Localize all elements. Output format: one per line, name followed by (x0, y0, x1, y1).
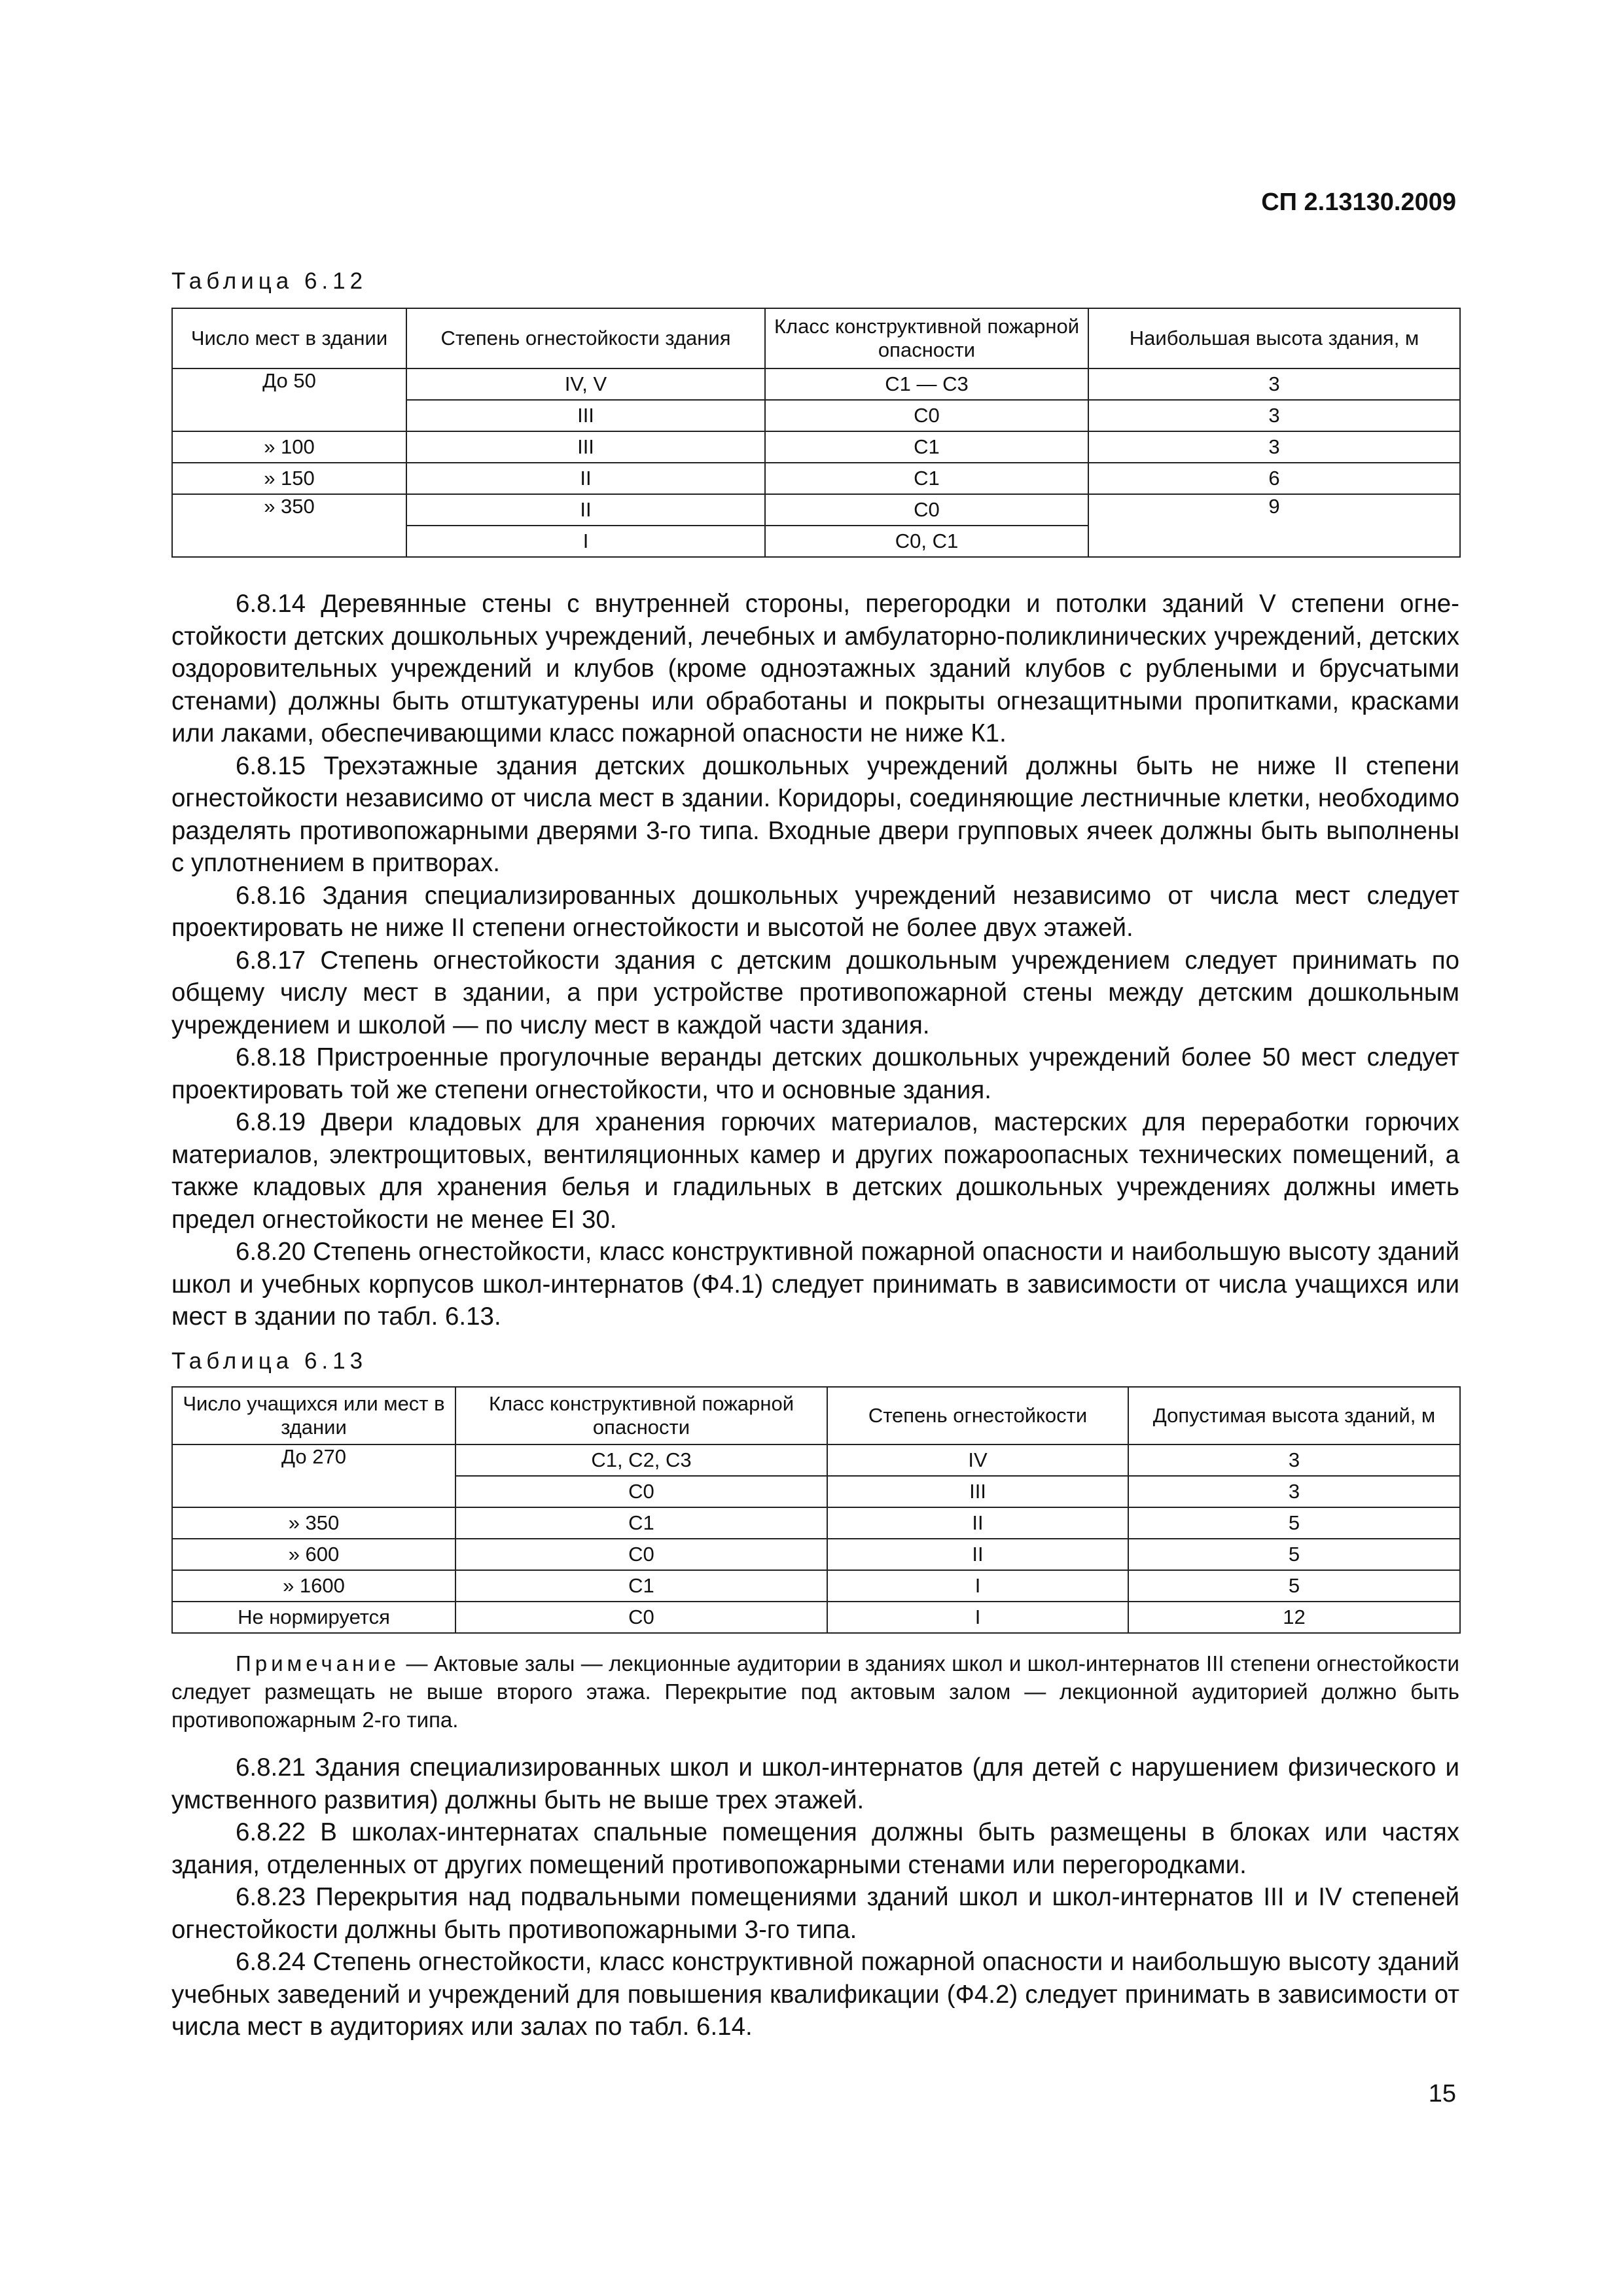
column-header: Класс конструктивной пожарной опасности (765, 308, 1088, 368)
table-cell: До 270 (172, 1444, 455, 1507)
table-row (172, 1444, 1460, 1476)
table-cell: 9 (1088, 494, 1460, 557)
table-cell: С1 (455, 1507, 827, 1539)
paragraph-6-8-22: 6.8.22 В школах-интернатах спальные помещения должны быть размещены в блоках или частях здания, отделенных от других помещений противопожарными стенами или перегородками. (171, 1818, 1459, 1879)
table-row (172, 1507, 1460, 1539)
table-cell: I (827, 1570, 1128, 1602)
paragraph-6-8-23: 6.8.23 Перекрытия над подвальными помещениями зданий школ и школ-интернатов III и IV степеней огнестойкости должны быть противопожарными 3-го типа. (171, 1883, 1459, 1944)
note-paragraph (171, 1649, 1459, 1734)
paragraph-6-8-16: 6.8.16 Здания специализированных дошкольных учреждений независимо от числа мест следует проектировать не ниже II степени огнестойкости и высотой не более двух этажей. (171, 881, 1459, 942)
page-number: 15 (1428, 2080, 1456, 2108)
table-cell: Не нормируется (172, 1602, 455, 1633)
paragraph-6-8-20: 6.8.20 Степень огнестойкости, класс конструктивной пожарной опасности и наибольшую высоту зданий школ и учебных корпусов школ-интернатов (Ф4.1) следует принимать в зависимости от числа учащихся или мест в здании по табл. 6.13. (171, 1238, 1459, 1331)
column-header: Число учащихся или мест в здании (172, 1387, 455, 1444)
note-text: — Актовые залы — лекционные аудитории в зданиях школ и школ-интернатов III степени огнестойкости следует размещать не выше второго этажа. Перекрытие под актовым залом — лекционной аудиторией должно быть противопожарным 2-го типа. (171, 1651, 1459, 1732)
table-cell: 3 (1128, 1444, 1460, 1476)
table-cell: С1 (765, 431, 1088, 463)
table-cell: » 600 (172, 1539, 455, 1570)
table-6-12 (171, 308, 1461, 558)
table-cell: I (827, 1602, 1128, 1633)
table-cell: С1 (765, 463, 1088, 494)
paragraph-6-8-17: 6.8.17 Степень огнестойкости здания с детским дошкольным учреждением следует принимать по общему числу мест в здании, а при устройстве противопожарной стены между детским дошкольным учреждением и школой — по числу мест в каждой части здания. (171, 946, 1459, 1039)
table-row (172, 463, 1460, 494)
paragraph-6-8-18: 6.8.18 Пристроенные прогулочные веранды детских дошкольных учреждений более 50 мест следует проектировать той же степени огнестойкости, что и основные здания. (171, 1043, 1459, 1104)
table-row (172, 494, 1460, 526)
table-cell: » 150 (172, 463, 406, 494)
table-cell: 6 (1088, 463, 1460, 494)
paragraph-6-8-15: 6.8.15 Трехэтажные здания детских дошкольных учреждений должны быть не ниже II степени огнестойкости независимо от числа мест в здании. Коридоры, соединяющие лестничные клетки, необходимо разделять противопожарными дверями 3-го типа. Входные двери групповых ячеек должны быть выполнены с уплотнением в притворах. (171, 751, 1459, 877)
body-text-section-1 (171, 588, 1459, 1333)
table-cell: » 1600 (172, 1570, 455, 1602)
table-cell: III (406, 431, 765, 463)
table-cell: 3 (1128, 1476, 1460, 1507)
table-cell: 5 (1128, 1507, 1460, 1539)
paragraph-6-8-14: 6.8.14 Деревянные стены с внутренней стороны, перегородки и потолки зданий V степени огнестойкости детских дошкольных учреждений, лечебных и амбулаторно-поликлинических учреждений, детских оздоровительных учреждений и клубов (кроме одноэтажных зданий клубов с рублеными и брусчатыми стенами) должны быть отштукатурены или обработаны и покрыты огнезащитными пропитками, красками или лаками, обеспечивающими класс пожарной опасности не ниже К1. (171, 590, 1459, 747)
table-row (172, 1570, 1460, 1602)
paragraph-6-8-24: 6.8.24 Степень огнестойкости, класс конструктивной пожарной опасности и наибольшую высоту зданий учебных заведений и учреждений для повышения квалификации (Ф4.2) следует принимать в зависимости от числа мест в аудиториях или залах по табл. 6.14. (171, 1948, 1459, 2041)
table-cell: С0 (765, 400, 1088, 431)
table-cell: 5 (1128, 1539, 1460, 1570)
table-cell: I (406, 526, 765, 557)
table-cell: 3 (1088, 368, 1460, 400)
column-header: Степень огнестойкости (827, 1387, 1128, 1444)
table-cell: II (827, 1539, 1128, 1570)
table-cell: » 100 (172, 431, 406, 463)
table-cell: С0 (765, 494, 1088, 526)
table-cell: II (406, 494, 765, 526)
table-6-12-caption: Таблица 6.12 (171, 268, 368, 294)
table-cell: IV, V (406, 368, 765, 400)
table-6-13 (171, 1386, 1461, 1634)
table-cell: 3 (1088, 400, 1460, 431)
table-row (172, 1602, 1460, 1633)
table-cell: С0, С1 (765, 526, 1088, 557)
document-code: СП 2.13130.2009 (1261, 188, 1456, 216)
column-header: Степень огнестойкости здания (406, 308, 765, 368)
table-row (172, 1539, 1460, 1570)
table-cell: С1 (455, 1570, 827, 1602)
table-cell: До 50 (172, 368, 406, 431)
table-note (171, 1649, 1459, 1734)
note-label: Примечание (236, 1651, 401, 1676)
table-cell: II (827, 1507, 1128, 1539)
table-6-13-caption: Таблица 6.13 (171, 1348, 368, 1374)
table-cell: С0 (455, 1539, 827, 1570)
table-cell: С1, С2, С3 (455, 1444, 827, 1476)
column-header: Наибольшая высота здания, м (1088, 308, 1460, 368)
table-header-row (172, 308, 1460, 368)
table-cell: С1 — С3 (765, 368, 1088, 400)
table-cell: III (406, 400, 765, 431)
table-header-row (172, 1387, 1460, 1444)
paragraph-6-8-19: 6.8.19 Двери кладовых для хранения горючих материалов, мастерских для переработки горючих материалов, электрощитовых, вентиляционных камер и других пожароопасных технических помещений, а также кладовых для хранения белья и гладильных в детских дошкольных учреждениях должны иметь предел огнестойкости не менее EI 30. (171, 1108, 1459, 1234)
table-cell: 12 (1128, 1602, 1460, 1633)
table-cell: 3 (1088, 431, 1460, 463)
table-cell: II (406, 463, 765, 494)
table-row (172, 431, 1460, 463)
table-cell: С0 (455, 1476, 827, 1507)
column-header: Число мест в здании (172, 308, 406, 368)
body-text-section-2 (171, 1751, 1459, 2043)
column-header: Класс конструктивной пожарной опасности (455, 1387, 827, 1444)
table-row (172, 368, 1460, 400)
column-header: Допустимая высота зданий, м (1128, 1387, 1460, 1444)
table-cell: » 350 (172, 1507, 455, 1539)
table-cell: » 350 (172, 494, 406, 557)
table-cell: IV (827, 1444, 1128, 1476)
table-cell: С0 (455, 1602, 827, 1633)
table-cell: III (827, 1476, 1128, 1507)
table-cell: 5 (1128, 1570, 1460, 1602)
paragraph-6-8-21: 6.8.21 Здания специализированных школ и школ-интернатов (для детей с нарушением физического и умственного развития) должны быть не выше трех этажей. (171, 1753, 1459, 1814)
